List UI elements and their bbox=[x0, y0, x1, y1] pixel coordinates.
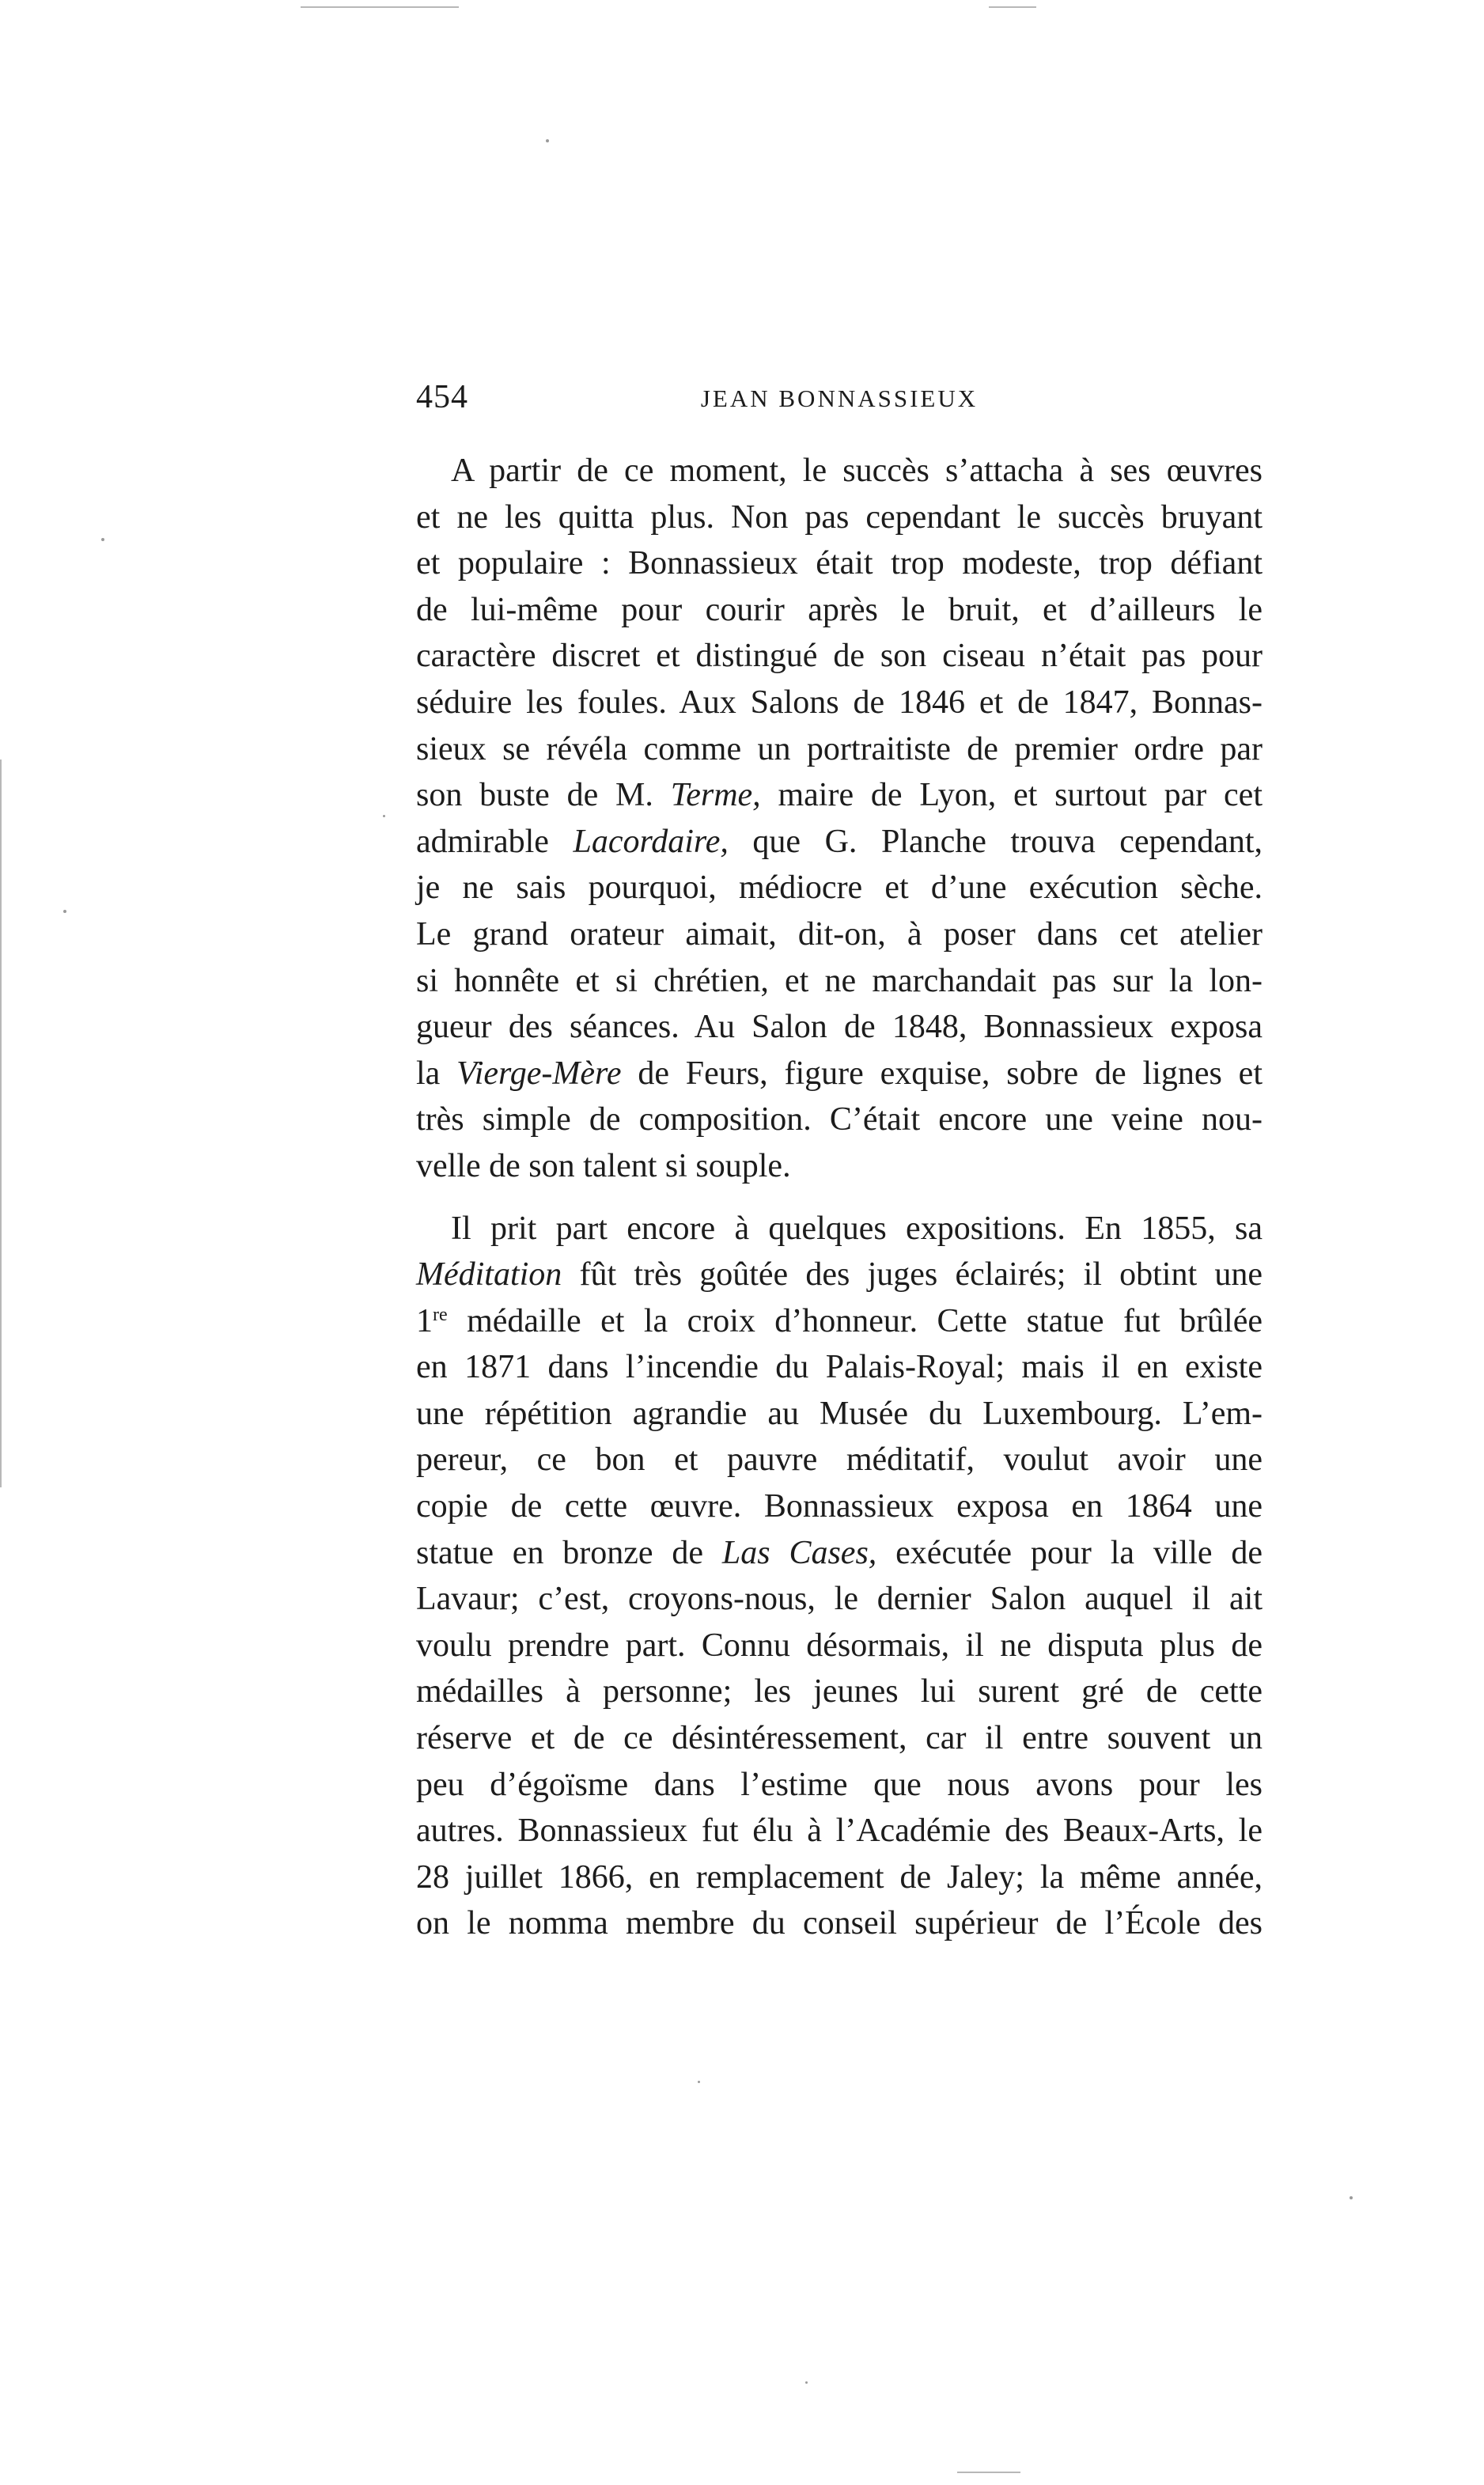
text-run: on le nomma membre du conseil supérieur de l’École des bbox=[416, 1905, 1263, 1942]
text-run: admirable bbox=[416, 823, 574, 860]
text-run: médaille et la croix d’honneur. Cette statue fut brûlée bbox=[447, 1302, 1263, 1339]
text-line bbox=[416, 1391, 1263, 1438]
text-line bbox=[416, 1483, 1263, 1530]
text-run: très simple de composition. C’était encore une veine nou- bbox=[416, 1101, 1263, 1138]
text-line bbox=[416, 1004, 1263, 1051]
text-run: copie de cette œuvre. Bonnassieux exposa en 1864 une bbox=[416, 1488, 1263, 1525]
text-run: et populaire : Bonnassieux était trop modeste, trop défiant bbox=[416, 545, 1263, 582]
scan-speck bbox=[63, 910, 66, 913]
text-line bbox=[416, 911, 1263, 958]
text-run: réserve et de ce désintéressement, car il entre souvent un bbox=[416, 1720, 1263, 1757]
text-run: A partir de ce moment, le succès s’attacha à ses œuvres bbox=[451, 453, 1263, 489]
scan-speck bbox=[698, 2081, 700, 2083]
text-run: en 1871 dans l’incendie du Palais-Royal; mais il en existe bbox=[416, 1349, 1263, 1386]
scan-speck bbox=[101, 538, 104, 541]
text-line bbox=[416, 1669, 1263, 1715]
text-line bbox=[416, 1206, 1263, 1252]
text-line bbox=[416, 1298, 1263, 1345]
text-run: si honnête et si chrétien, et ne marchandait pas sur la lon- bbox=[416, 962, 1263, 999]
text-run: 1 bbox=[416, 1302, 433, 1339]
text-run: de Feurs, figure exquise, sobre de lignes et bbox=[621, 1055, 1263, 1092]
superscript: re bbox=[433, 1304, 448, 1325]
text-run: que G. Planche trouva cependant, bbox=[728, 823, 1263, 860]
text-line bbox=[416, 1097, 1263, 1143]
text-line bbox=[416, 865, 1263, 911]
text-run: Lavaur; c’est, croyons-nous, le dernier Salon auquel il ait bbox=[416, 1581, 1263, 1618]
text-line bbox=[416, 1854, 1263, 1901]
scan-speck bbox=[805, 2381, 808, 2384]
text-run: Il prit part encore à quelques expositions. En 1855, sa bbox=[451, 1210, 1263, 1247]
text-line bbox=[416, 1808, 1263, 1854]
text-line bbox=[416, 448, 1263, 494]
scan-edge-mark-bottom bbox=[957, 2472, 1020, 2473]
italic-title: Terme, bbox=[670, 777, 761, 814]
text-run: voulu prendre part. Connu désormais, il ne disputa plus de bbox=[416, 1627, 1263, 1664]
text-run: gueur des séances. Au Salon de 1848, Bonnassieux exposa bbox=[416, 1009, 1263, 1046]
italic-title: Las Cases, bbox=[721, 1534, 877, 1571]
text-line bbox=[416, 1623, 1263, 1669]
text-run: de lui-même pour courir après le bruit, et d’ailleurs le bbox=[416, 591, 1263, 628]
text-line bbox=[416, 587, 1263, 634]
page-number: 454 bbox=[416, 379, 468, 415]
text-run: caractère discret et distingué de son ciseau n’était pas pour bbox=[416, 638, 1263, 675]
text-run: velle de son talent si souple. bbox=[416, 1147, 791, 1184]
italic-title: Méditation bbox=[416, 1256, 562, 1294]
text-run: sieux se révéla comme un portraitiste de premier ordre par bbox=[416, 730, 1263, 767]
text-run: maire de Lyon, et surtout par cet bbox=[760, 777, 1263, 814]
text-line bbox=[416, 1252, 1263, 1298]
text-line bbox=[416, 633, 1263, 680]
text-line bbox=[416, 1715, 1263, 1762]
text-line bbox=[416, 680, 1263, 726]
scan-edge-mark-left bbox=[0, 760, 2, 1487]
text-line bbox=[416, 1530, 1263, 1577]
text-run: médailles à personne; les jeunes lui surent gré de cette bbox=[416, 1673, 1263, 1710]
text-run: peu d’égoïsme dans l’estime que nous avons pour les bbox=[416, 1766, 1263, 1803]
scan-speck bbox=[546, 139, 549, 142]
text-line bbox=[416, 726, 1263, 773]
scan-edge-mark-top-right bbox=[989, 6, 1036, 8]
text-line bbox=[416, 494, 1263, 541]
running-title: JEAN BONNASSIEUX bbox=[700, 384, 979, 412]
text-run: la bbox=[416, 1055, 457, 1092]
paragraph-gap bbox=[416, 1190, 1263, 1206]
italic-title: Lacordaire, bbox=[573, 823, 729, 860]
text-run: son buste de M. bbox=[416, 777, 671, 814]
text-line bbox=[416, 772, 1263, 819]
text-line bbox=[416, 1576, 1263, 1623]
running-head bbox=[416, 378, 1263, 426]
text-run: fût très goûtée des juges éclairés; il obtint une bbox=[562, 1256, 1263, 1294]
text-run: séduire les foules. Aux Salons de 1846 et de 1847, Bonnas- bbox=[416, 684, 1263, 721]
scan-edge-mark-top bbox=[301, 6, 459, 8]
text-line bbox=[416, 819, 1263, 866]
text-run: et ne les quitta plus. Non pas cependant le succès bruyant bbox=[416, 498, 1263, 536]
text-run: 28 juillet 1866, en remplacement de Jaley; la même année, bbox=[416, 1858, 1263, 1896]
text-run: statue en bronze de bbox=[416, 1534, 722, 1571]
text-run: pereur, ce bon et pauvre méditatif, voulut avoir une bbox=[416, 1441, 1263, 1479]
text-line bbox=[416, 540, 1263, 587]
scan-speck bbox=[383, 815, 385, 817]
text-line bbox=[416, 1762, 1263, 1809]
text-run: je ne sais pourquoi, médiocre et d’une exécution sèche. bbox=[416, 869, 1263, 907]
body-text bbox=[416, 448, 1263, 1947]
text-line bbox=[416, 1143, 1263, 1190]
text-line bbox=[416, 1051, 1263, 1097]
paragraph bbox=[416, 1206, 1263, 1948]
text-line bbox=[416, 958, 1263, 1005]
paragraph bbox=[416, 448, 1263, 1190]
text-line bbox=[416, 1900, 1263, 1947]
text-run: une répétition agrandie au Musée du Luxembourg. L’em- bbox=[416, 1395, 1263, 1432]
text-line bbox=[416, 1344, 1263, 1391]
text-run: Le grand orateur aimait, dit-on, à poser dans cet atelier bbox=[416, 915, 1263, 953]
italic-title: Vierge-Mère bbox=[456, 1055, 622, 1092]
text-run: exécutée pour la ville de bbox=[876, 1534, 1263, 1571]
text-line bbox=[416, 1437, 1263, 1483]
text-run: autres. Bonnassieux fut élu à l’Académie des Beaux-Arts, le bbox=[416, 1813, 1263, 1850]
scan-speck bbox=[1350, 2196, 1353, 2199]
